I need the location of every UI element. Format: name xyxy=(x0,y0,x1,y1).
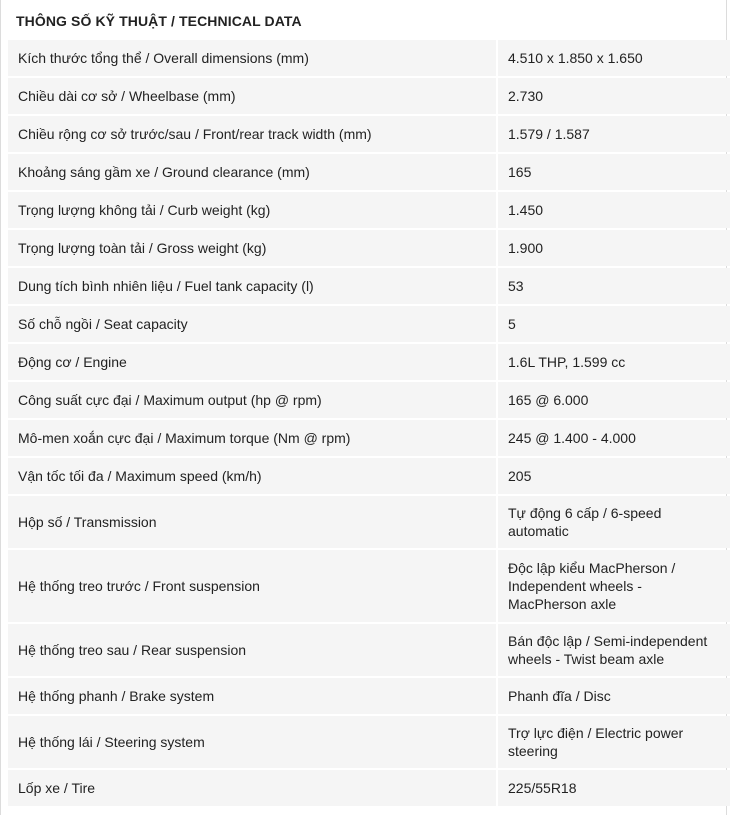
spec-label: Chiều dài cơ sở / Wheelbase (mm) xyxy=(8,78,496,114)
table-row xyxy=(8,420,730,456)
spec-value: 53 xyxy=(498,268,730,304)
table-row xyxy=(8,154,730,190)
spec-value: 2.730 xyxy=(498,78,730,114)
spec-label: Hệ thống lái / Steering system xyxy=(8,716,496,768)
spec-label: Số chỗ ngồi / Seat capacity xyxy=(8,306,496,342)
table-row xyxy=(8,344,730,380)
spec-label: Lốp xe / Tire xyxy=(8,770,496,806)
spec-value: Phanh đĩa / Disc xyxy=(498,678,730,714)
table-title: THÔNG SỐ KỸ THUẬT / TECHNICAL DATA xyxy=(16,13,302,29)
spec-value: 1.6L THP, 1.599 cc xyxy=(498,344,730,380)
spec-value: 1.450 xyxy=(498,192,730,228)
spec-value: Độc lập kiểu MacPherson / Independent wheels - MacPherson axle xyxy=(498,550,730,622)
table-row xyxy=(8,624,730,676)
spec-label: Hệ thống phanh / Brake system xyxy=(8,678,496,714)
table-row xyxy=(8,770,730,806)
technical-data-table xyxy=(6,38,730,808)
table-row xyxy=(8,230,730,266)
spec-value: 165 @ 6.000 xyxy=(498,382,730,418)
table-row xyxy=(8,382,730,418)
spec-label: Mô-men xoắn cực đại / Maximum torque (Nm @ rpm) xyxy=(8,420,496,456)
table-row xyxy=(8,192,730,228)
spec-label: Hệ thống treo sau / Rear suspension xyxy=(8,624,496,676)
spec-value: 245 @ 1.400 - 4.000 xyxy=(498,420,730,456)
table-row xyxy=(8,716,730,768)
spec-value: 5 xyxy=(498,306,730,342)
spec-label: Trọng lượng không tải / Curb weight (kg) xyxy=(8,192,496,228)
table-row xyxy=(8,268,730,304)
spec-label: Chiều rộng cơ sở trước/sau / Front/rear track width (mm) xyxy=(8,116,496,152)
spec-label: Vận tốc tối đa / Maximum speed (km/h) xyxy=(8,458,496,494)
spec-value: Trợ lực điện / Electric power steering xyxy=(498,716,730,768)
spec-label: Công suất cực đại / Maximum output (hp @ rpm) xyxy=(8,382,496,418)
spec-value: 205 xyxy=(498,458,730,494)
table-row xyxy=(8,496,730,548)
spec-label: Động cơ / Engine xyxy=(8,344,496,380)
table-row xyxy=(8,306,730,342)
table-row xyxy=(8,40,730,76)
table-row xyxy=(8,550,730,622)
table-row xyxy=(8,458,730,494)
spec-label: Hệ thống treo trước / Front suspension xyxy=(8,550,496,622)
spec-value: 165 xyxy=(498,154,730,190)
spec-label: Khoảng sáng gầm xe / Ground clearance (mm) xyxy=(8,154,496,190)
spec-label: Dung tích bình nhiên liệu / Fuel tank capacity (l) xyxy=(8,268,496,304)
spec-value: 1.900 xyxy=(498,230,730,266)
spec-label: Trọng lượng toàn tải / Gross weight (kg) xyxy=(8,230,496,266)
spec-value: Tự động 6 cấp / 6-speed automatic xyxy=(498,496,730,548)
spec-value: 1.579 / 1.587 xyxy=(498,116,730,152)
spec-label: Kích thước tổng thể / Overall dimensions (mm) xyxy=(8,40,496,76)
table-row xyxy=(8,116,730,152)
table-row xyxy=(8,678,730,714)
spec-value: 4.510 x 1.850 x 1.650 xyxy=(498,40,730,76)
spec-label: Hộp số / Transmission xyxy=(8,496,496,548)
spec-value: 225/55R18 xyxy=(498,770,730,806)
spec-value: Bán độc lập / Semi-independent wheels - Twist beam axle xyxy=(498,624,730,676)
table-row xyxy=(8,78,730,114)
